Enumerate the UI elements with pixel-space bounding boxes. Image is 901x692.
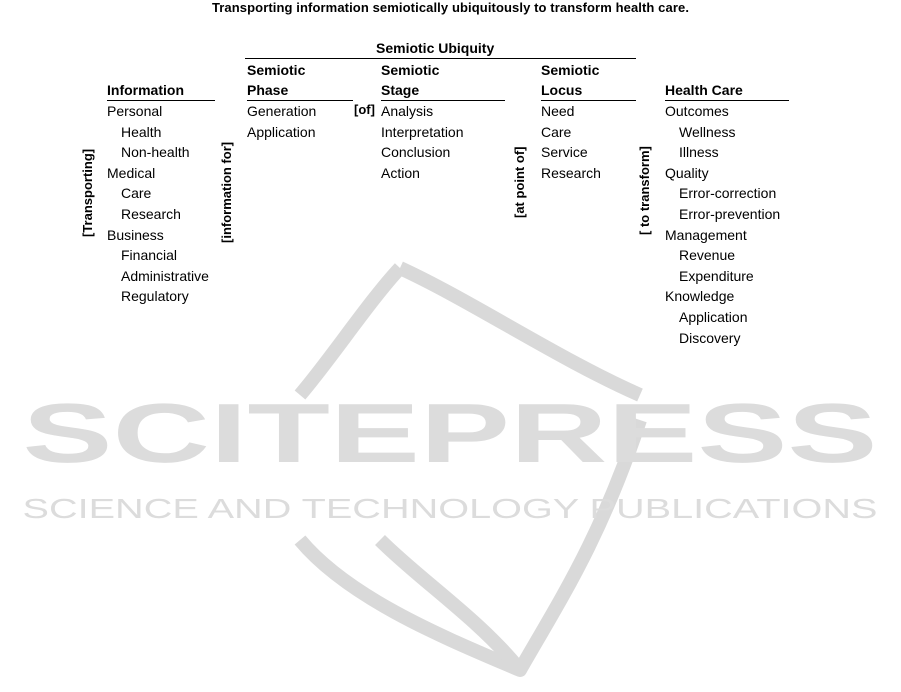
semiotic-locus-header-line2: Locus [541, 80, 636, 101]
list-item: Conclusion [381, 144, 451, 161]
semiotic-phase-list [247, 101, 353, 142]
semiotic-ubiquity-rule [245, 58, 636, 59]
semiotic-stage-column [381, 60, 505, 183]
information-column [107, 80, 215, 307]
connector-at-point-of: [at point of] [512, 146, 527, 218]
list-item: Care [121, 185, 152, 202]
information-header: Information [107, 80, 215, 101]
semiotic-locus-list [541, 101, 636, 183]
health-care-header: Health Care [665, 80, 789, 101]
list-item: Personal [107, 103, 163, 119]
semiotic-locus-column [541, 60, 636, 183]
list-item: Non-health [121, 144, 190, 161]
semiotic-ubiquity-header: Semiotic Ubiquity [376, 40, 495, 56]
list-item: Generation [247, 103, 317, 119]
list-item: Medical [107, 164, 156, 181]
list-item: Revenue [679, 247, 736, 264]
semiotic-stage-header-line2: Stage [381, 80, 505, 101]
list-item: Financial [121, 247, 178, 264]
list-item: Administrative [121, 267, 209, 284]
list-item: Action [381, 164, 420, 181]
list-item: Analysis [381, 103, 434, 119]
connector-transporting: [Transporting] [80, 148, 95, 237]
connector-to-transform: [ to transform] [637, 146, 652, 235]
list-item: Business [107, 226, 164, 243]
list-item: Application [679, 308, 748, 325]
list-item: Outcomes [665, 103, 729, 119]
semiotic-stage-header-line1: Semiotic [381, 62, 440, 78]
list-item: Management [665, 226, 747, 243]
connector-of: [of] [354, 102, 375, 117]
health-care-list [665, 101, 789, 348]
semiotic-phase-column [247, 60, 353, 142]
list-item: Illness [679, 144, 719, 161]
list-item: Quality [665, 164, 709, 181]
list-item: Research [121, 205, 181, 222]
semiotic-stage-list [381, 101, 505, 183]
list-item: Wellness [679, 123, 736, 140]
watermark-subtitle: SCIENCE AND TECHNOLOGY PUBLICATIONS [22, 493, 878, 524]
list-item: Health [121, 123, 162, 140]
connector-information-for: [information for] [219, 141, 234, 243]
list-item: Need [541, 103, 575, 119]
list-item: Error-correction [679, 185, 777, 202]
watermark-logo-text: SCITEPRESS [22, 386, 878, 480]
list-item: Application [247, 123, 316, 140]
semiotic-locus-header-line1: Semiotic [541, 62, 600, 78]
information-list [107, 101, 215, 307]
list-item: Research [541, 164, 601, 181]
figure-title: Transporting information semiotically ubiquitously to transform health care. [211, 0, 690, 15]
list-item: Knowledge [665, 288, 735, 305]
semiotic-phase-header-line1: Semiotic [247, 62, 306, 78]
list-item: Care [541, 123, 572, 140]
list-item: Discovery [679, 329, 741, 346]
list-item: Service [541, 144, 588, 161]
list-item: Regulatory [121, 288, 189, 305]
semiotic-phase-header-line2: Phase [247, 80, 353, 101]
list-item: Error-prevention [679, 205, 781, 222]
list-item: Interpretation [381, 123, 464, 140]
list-item: Expenditure [679, 267, 754, 284]
health-care-column [665, 80, 789, 348]
